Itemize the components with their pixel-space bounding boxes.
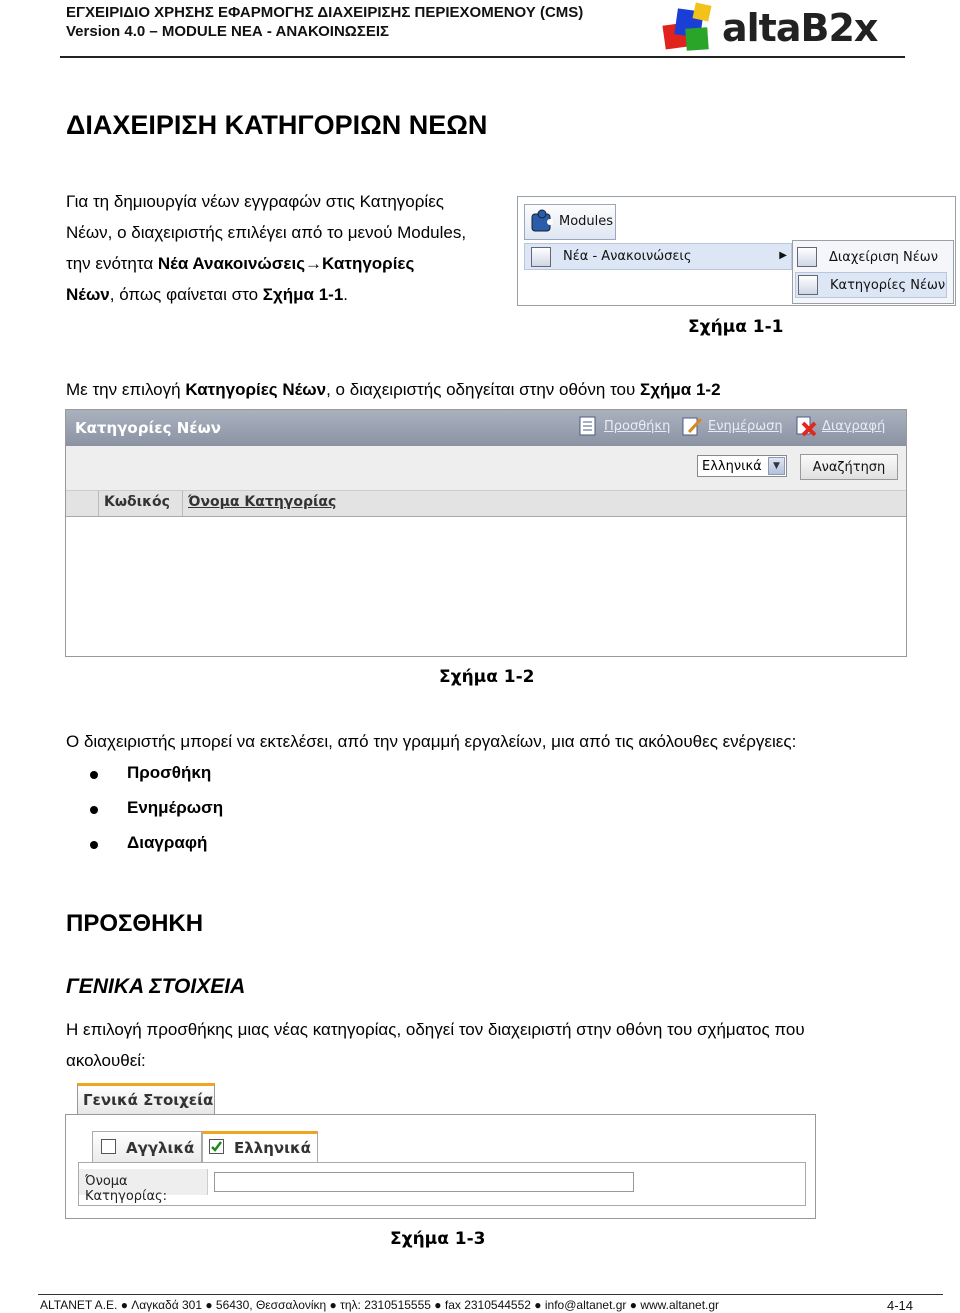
figure-1-2-categories-screen <box>65 409 907 657</box>
greek-checkbox[interactable] <box>209 1139 224 1154</box>
section-heading-categories: ΔΙΑΧΕΙΡΙΣΗ ΚΑΤΗΓΟΡΙΩΝ ΝΕΩΝ <box>66 110 488 140</box>
intro-path-bold: Νέα Ανακοινώσεις→Κατηγορίες <box>157 254 415 273</box>
intro-figure-ref: Σχήμα 1-1 <box>262 285 344 304</box>
tab-greek-content <box>209 1139 311 1157</box>
bullet-dot-icon <box>90 841 98 849</box>
submenu-item-manage-news[interactable] <box>797 245 947 269</box>
page-number: 4-14 <box>887 1298 914 1313</box>
column-separator <box>98 491 99 516</box>
field-label-cell <box>79 1169 208 1204</box>
categories-title-bar <box>66 410 906 446</box>
paragraph-add-category <box>66 1014 846 1076</box>
figure-1-3-caption: Σχήμα 1-3 <box>390 1229 486 1249</box>
add-toolbar-button[interactable] <box>576 414 670 438</box>
bullet-dot-icon <box>90 806 98 814</box>
logo-squares-icon <box>662 2 722 56</box>
language-select-value: Ελληνικά <box>702 459 762 474</box>
puzzle-icon <box>529 209 555 235</box>
para2-figure-ref: Σχήμα 1-2 <box>640 380 721 399</box>
add-document-icon <box>576 414 600 438</box>
bullet-dot-icon <box>90 771 98 779</box>
chevron-down-icon[interactable]: ▼ <box>768 457 785 475</box>
document-header-title <box>66 3 583 41</box>
document-icon <box>798 275 818 295</box>
intro-line-4-end: . <box>343 285 349 304</box>
search-button[interactable]: Αναζήτηση <box>800 454 898 480</box>
footer-contact: ALTANET A.E. ● Λαγκαδά 301 ● 56430, Θεσσαλονίκη ● τηλ: 2310515555 ● fax 2310544552 ● info@altanet.gr ● www.altanet.gr <box>40 1298 720 1312</box>
document-icon <box>797 247 817 267</box>
add-para-line-2: ακολουθεί: <box>66 1051 146 1070</box>
intro-line-1: Για τη δημιουργία νέων εγγραφών στις Κατηγορίες <box>66 192 444 211</box>
footer-divider <box>38 1294 943 1295</box>
bullet-label: Ενημέρωση <box>127 798 224 817</box>
paragraph-actions: Ο διαχειριστής μπορεί να εκτελέσει, από την γραμμή εργαλείων, μια από τις ακόλουθες ενέργειες: <box>66 732 797 751</box>
edit-pencil-icon <box>680 414 704 438</box>
intro-line-4 <box>66 279 506 310</box>
tab-general-info-label: Γενικά Στοιχεία <box>83 1091 214 1109</box>
intro-line-2: Νέων, ο διαχειριστής επιλέγει από το μενού Modules, <box>66 223 467 242</box>
altab2x-logo <box>662 2 902 56</box>
column-header-category-name[interactable]: Όνομα Κατηγορίας <box>188 494 337 510</box>
english-checkbox[interactable] <box>101 1139 116 1154</box>
modules-label: Modules <box>559 214 614 229</box>
tab-english-label: Αγγλικά <box>126 1139 195 1157</box>
submenu-item-news-categories[interactable] <box>795 272 947 298</box>
figure-1-2-caption: Σχήμα 1-2 <box>439 667 535 687</box>
intro-line-4-text: , όπως φαίνεται στο <box>109 285 263 304</box>
language-select[interactable] <box>697 455 787 477</box>
header-title-line2: Version 4.0 – MODULE ΝΕΑ - ΑΝΑΚΟΙΝΩΣΕΙΣ <box>66 23 390 40</box>
submenu-item-label: Κατηγορίες Νέων <box>830 277 946 293</box>
figure-1-1-menu <box>517 196 956 306</box>
submenu-item-label: Διαχείριση Νέων <box>829 249 938 265</box>
add-para-line-1: Η επιλογή προσθήκης μιας νέας κατηγορίας, οδηγεί τον διαχειριστή στην οθόνη του σχήματος που <box>66 1020 805 1039</box>
document-icon <box>531 247 551 267</box>
para2-text: Με την επιλογή <box>66 380 186 399</box>
header-title-line1: ΕΓΧΕΙΡΙΔΙΟ ΧΡΗΣΗΣ ΕΦΑΡΜΟΓΗΣ ΔΙΑΧΕΙΡΙΣΗΣ ΠΕΡΙΕΧΟΜΕΝΟΥ (CMS) <box>66 4 584 21</box>
tab-general-info[interactable] <box>77 1083 215 1115</box>
para2-text-mid: , ο διαχειριστής οδηγείται στην οθόνη του <box>326 380 641 399</box>
tab-greek[interactable] <box>202 1131 318 1163</box>
filter-bar <box>66 446 906 491</box>
category-name-label: Όνομα Κατηγορίας: <box>85 1174 168 1204</box>
checkmark-icon <box>210 1140 223 1153</box>
delete-toolbar-button[interactable] <box>794 414 885 438</box>
form-panel <box>78 1162 806 1206</box>
category-name-input[interactable] <box>214 1172 634 1192</box>
para2-categories-bold: Κατηγορίες Νέων <box>185 380 327 399</box>
submenu-arrow-icon: ▶ <box>779 250 787 261</box>
column-separator <box>182 491 183 516</box>
intro-paragraph <box>66 186 506 310</box>
header-divider <box>60 56 905 58</box>
table-header-row <box>66 491 906 517</box>
delete-x-icon <box>794 414 818 438</box>
menu-item-news-announcements[interactable] <box>524 243 792 270</box>
tab-english[interactable] <box>92 1131 202 1163</box>
categories-title: Κατηγορίες Νέων <box>75 419 221 437</box>
submenu-panel <box>792 240 954 304</box>
add-label: Προσθήκη <box>604 418 671 434</box>
section-heading-add: ΠΡΟΣΘΗΚΗ <box>66 910 204 937</box>
paragraph-navigation <box>66 374 721 405</box>
tab-greek-label: Ελληνικά <box>234 1139 311 1157</box>
bullet-label: Προσθήκη <box>127 763 212 782</box>
intro-news-bold: Νέων <box>66 285 110 304</box>
update-toolbar-button[interactable] <box>680 414 783 438</box>
tab-english-content <box>101 1139 194 1157</box>
intro-line-3-text: την ενότητα <box>66 254 158 273</box>
bullet-label: Διαγραφή <box>127 833 208 852</box>
delete-label: Διαγραφή <box>822 418 886 434</box>
intro-line-3 <box>66 248 506 279</box>
figure-1-3-add-form <box>65 1114 816 1219</box>
update-label: Ενημέρωση <box>708 418 783 434</box>
column-header-code[interactable]: Κωδικός <box>104 494 170 510</box>
modules-menu-button[interactable] <box>524 204 616 240</box>
menu-item-news-label: Νέα - Ανακοινώσεις <box>563 249 692 264</box>
subheading-general-info: ΓΕΝΙΚΑ ΣΤΟΙΧΕΙΑ <box>66 975 246 998</box>
logo-text: altaB2x <box>722 6 878 50</box>
figure-1-1-caption: Σχήμα 1-1 <box>688 317 784 337</box>
